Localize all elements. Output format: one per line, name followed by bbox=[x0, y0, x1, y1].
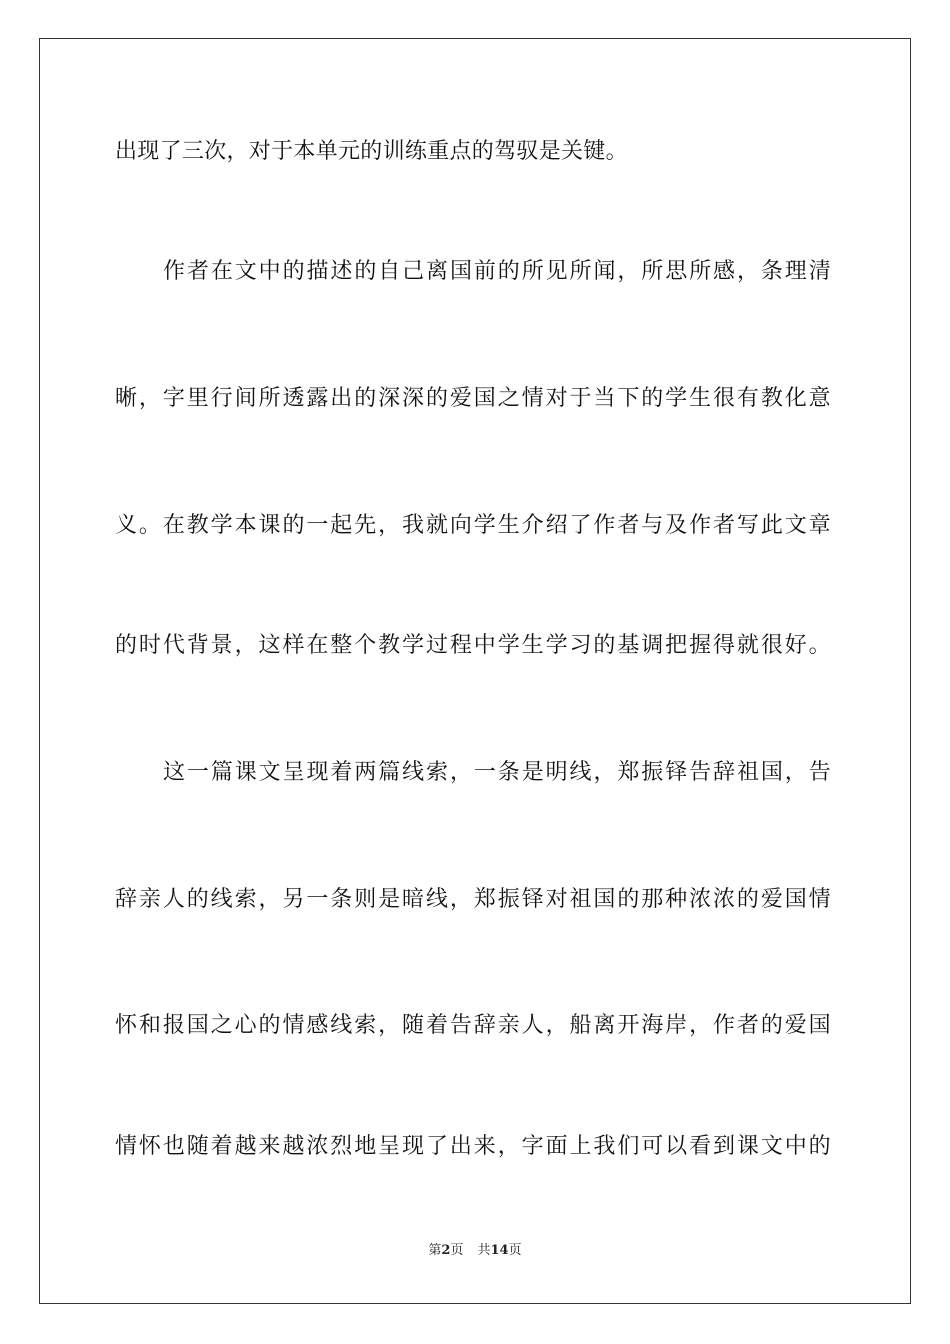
text-line: 怀和报国之心的情感线索，随着告辞亲人，船离开海岸，作者的爱国 bbox=[115, 1013, 831, 1038]
text-line: 义。在教学本课的一起先，我就向学生介绍了作者与及作者写此文章 bbox=[115, 513, 831, 538]
page-label-prefix: 第 bbox=[428, 1243, 442, 1258]
text-line: 情怀也随着越来越浓烈地呈现了出来，字面上我们可以看到课文中的 bbox=[115, 1134, 831, 1159]
page-border bbox=[39, 38, 911, 1304]
text-line: 出现了三次，对于本单元的训练重点的驾驭是关键。 bbox=[115, 139, 628, 164]
text-line: 的时代背景，这样在整个教学过程中学生学习的基调把握得就很好。 bbox=[115, 633, 831, 658]
total-label-prefix: 共 bbox=[477, 1243, 491, 1258]
total-label-unit: 页 bbox=[508, 1243, 522, 1258]
text-line: 作者在文中的描述的自己离国前的所见所闻，所思所感，条理清 bbox=[163, 259, 831, 284]
text-line: 这一篇课文呈现着两篇线索，一条是明线，郑振铎告辞祖国，告 bbox=[163, 760, 831, 785]
text-line: 晰，字里行间所透露出的深深的爱国之情对于当下的学生很有教化意 bbox=[115, 386, 831, 411]
page-label-unit: 页 bbox=[450, 1243, 464, 1258]
text-line: 辞亲人的线索，另一条则是暗线，郑振铎对祖国的那种浓浓的爱国情 bbox=[115, 887, 831, 912]
page-footer bbox=[0, 1242, 950, 1260]
total-page-count: 14 bbox=[490, 1243, 509, 1258]
current-page-number: 2 bbox=[441, 1243, 451, 1258]
